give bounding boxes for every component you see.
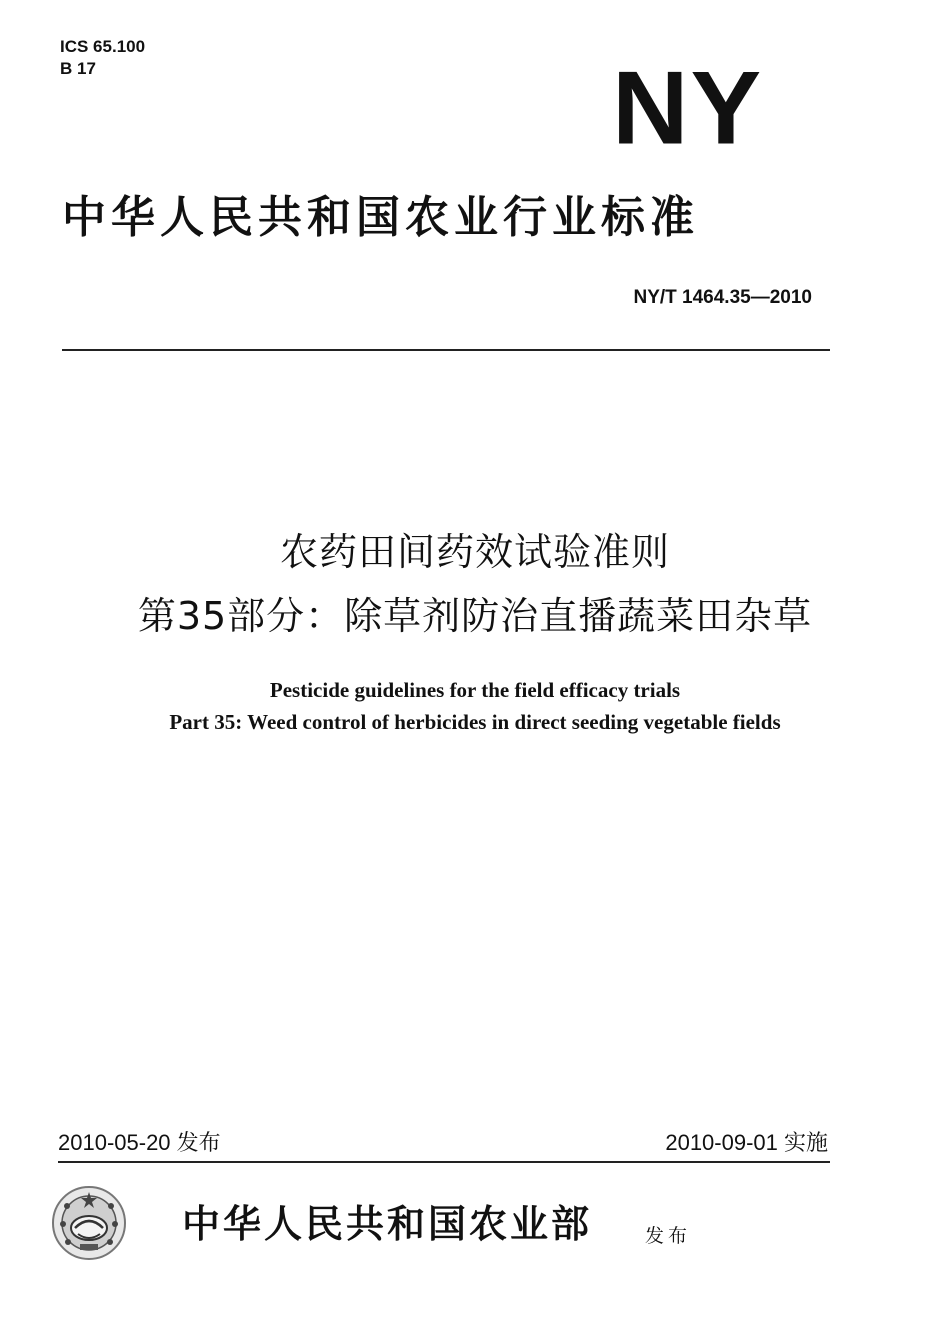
title-en-line1: Pesticide guidelines for the field efficacy trials (269, 678, 681, 702)
standard-category-title: 中华人民共和国农业行业标准 (62, 192, 699, 243)
publish-label: 发布 (645, 1225, 692, 1247)
ny-logo: NY (612, 50, 764, 166)
ics-block (60, 36, 145, 80)
standard-number: NY/T 1464.35—2010 (633, 287, 812, 308)
footer-divider (58, 1161, 830, 1163)
effective-date: 2010-09-01 实施 (665, 1130, 828, 1155)
title-cn-line2: 第35部分：除草剂防治直播蔬菜田杂草 (137, 594, 813, 638)
ics-code: ICS 65.100 (60, 37, 146, 56)
title-en-line2: Part 35: Weed control of herbicides in direct seeding vegetable fields (169, 710, 781, 734)
ministry-emblem-icon (50, 1184, 128, 1262)
issue-date: 2010-05-20 发布 (58, 1130, 221, 1155)
header-divider (62, 349, 830, 351)
title-cn-line1: 农药田间药效试验准则 (279, 530, 670, 574)
issuing-ministry: 中华人民共和国农业部 (182, 1201, 593, 1246)
ccs-code: B 17 (60, 59, 96, 78)
